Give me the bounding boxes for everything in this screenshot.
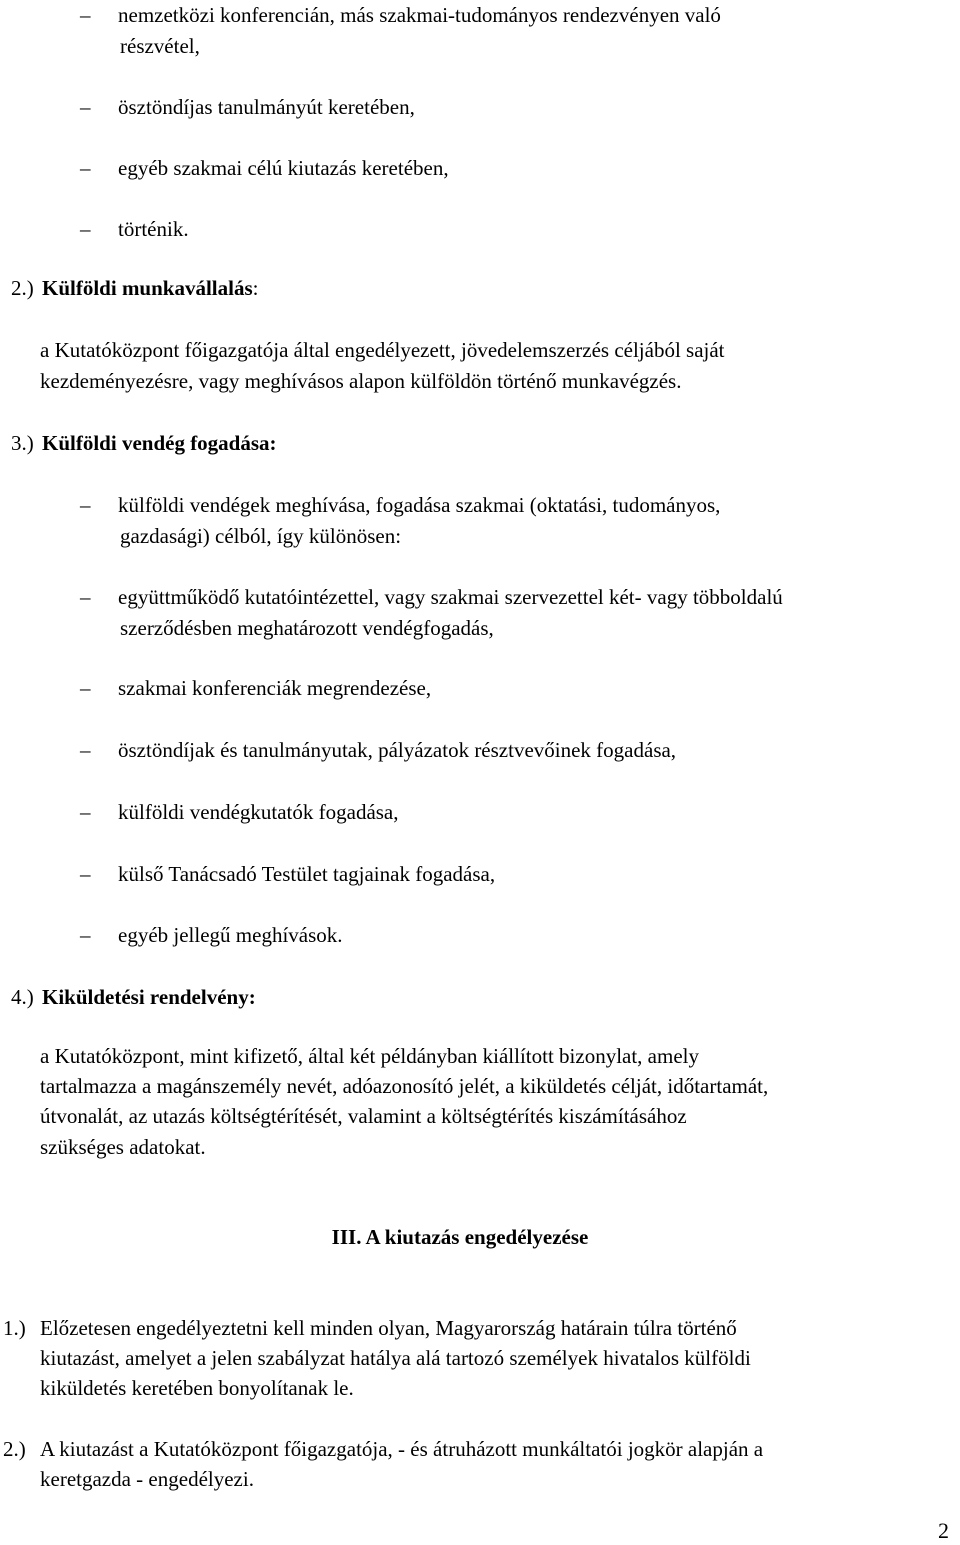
paragraph-line: a Kutatóközpont főigazgatója által engedélyezett, jövedelemszerzés céljából saját xyxy=(40,338,725,362)
bullet-dash: – xyxy=(80,493,91,517)
bullet-dash: – xyxy=(80,217,91,241)
bullet-dash: – xyxy=(80,800,91,824)
paragraph-line: kezdeményezésre, vagy meghívásos alapon külföldön történő munkavégzés. xyxy=(40,369,682,393)
section-number: 4.) xyxy=(11,985,34,1009)
section-number: 3.) xyxy=(11,431,34,455)
list-item-continuation: gazdasági) célból, így különösen: xyxy=(120,524,402,548)
section-heading: Külföldi vendég fogadása: xyxy=(42,431,277,455)
list-item: történik. xyxy=(118,217,189,241)
bullet-dash: – xyxy=(80,3,91,27)
bullet-dash: – xyxy=(80,676,91,700)
paragraph-line: keretgazda - engedélyezi. xyxy=(40,1467,254,1491)
paragraph-line: Előzetesen engedélyeztetni kell minden olyan, Magyarország határain túlra történő xyxy=(40,1316,737,1340)
page-number: 2 xyxy=(938,1518,949,1543)
paragraph-line: kiutazást, amelyet a jelen szabályzat hatálya alá tartozó személyek hivatalos külföldi xyxy=(40,1346,751,1370)
section-number: 2.) xyxy=(11,276,34,300)
list-item: külső Tanácsadó Testület tagjainak fogadása, xyxy=(118,862,496,886)
heading-text: Külföldi munkavállalás xyxy=(42,276,253,300)
bullet-dash: – xyxy=(80,95,91,119)
heading-suffix: : xyxy=(252,276,259,300)
section-heading: Kiküldetési rendelvény: xyxy=(42,985,256,1009)
paragraph-number: 1.) xyxy=(3,1316,26,1340)
list-item: egyéb szakmai célú kiutazás keretében, xyxy=(118,156,449,180)
paragraph-line: szükséges adatokat. xyxy=(40,1135,206,1159)
section-title: III. A kiutazás engedélyezése xyxy=(331,1225,589,1249)
section-heading xyxy=(42,273,259,303)
list-item: külföldi vendégkutatók fogadása, xyxy=(118,800,399,824)
list-item: külföldi vendégek meghívása, fogadása szakmai (oktatási, tudományos, xyxy=(118,493,721,517)
paragraph-line: a Kutatóközpont, mint kifizető, által két példányban kiállított bizonylat, amely xyxy=(40,1044,699,1068)
bullet-dash: – xyxy=(80,923,91,947)
list-item: együttműködő kutatóintézettel, vagy szakmai szervezettel két- vagy többoldalú xyxy=(118,585,783,609)
bullet-dash: – xyxy=(80,738,91,762)
list-item: ösztöndíjas tanulmányút keretében, xyxy=(118,95,415,119)
paragraph-number: 2.) xyxy=(3,1437,26,1461)
paragraph-line: tartalmazza a magánszemély nevét, adóazonosító jelét, a kiküldetés célját, időtartamát, xyxy=(40,1074,769,1098)
list-item: szakmai konferenciák megrendezése, xyxy=(118,676,432,700)
list-item: ösztöndíjak és tanulmányutak, pályázatok résztvevőinek fogadása, xyxy=(118,738,677,762)
bullet-dash: – xyxy=(80,156,91,180)
paragraph-line: A kiutazást a Kutatóközpont főigazgatója, - és átruházott munkáltatói jogkör alapján a xyxy=(40,1437,764,1461)
list-item-continuation: szerződésben meghatározott vendégfogadás, xyxy=(120,616,494,640)
bullet-dash: – xyxy=(80,862,91,886)
list-item: egyéb jellegű meghívások. xyxy=(118,923,343,947)
list-item: nemzetközi konferencián, más szakmai-tudományos rendezvényen való xyxy=(118,3,721,27)
list-item-continuation: részvétel, xyxy=(120,34,200,58)
bullet-dash: – xyxy=(80,585,91,609)
paragraph-line: útvonalát, az utazás költségtérítését, valamint a költségtérítés kiszámításához xyxy=(40,1104,687,1128)
paragraph-line: kiküldetés keretében bonyolítanak le. xyxy=(40,1376,354,1400)
